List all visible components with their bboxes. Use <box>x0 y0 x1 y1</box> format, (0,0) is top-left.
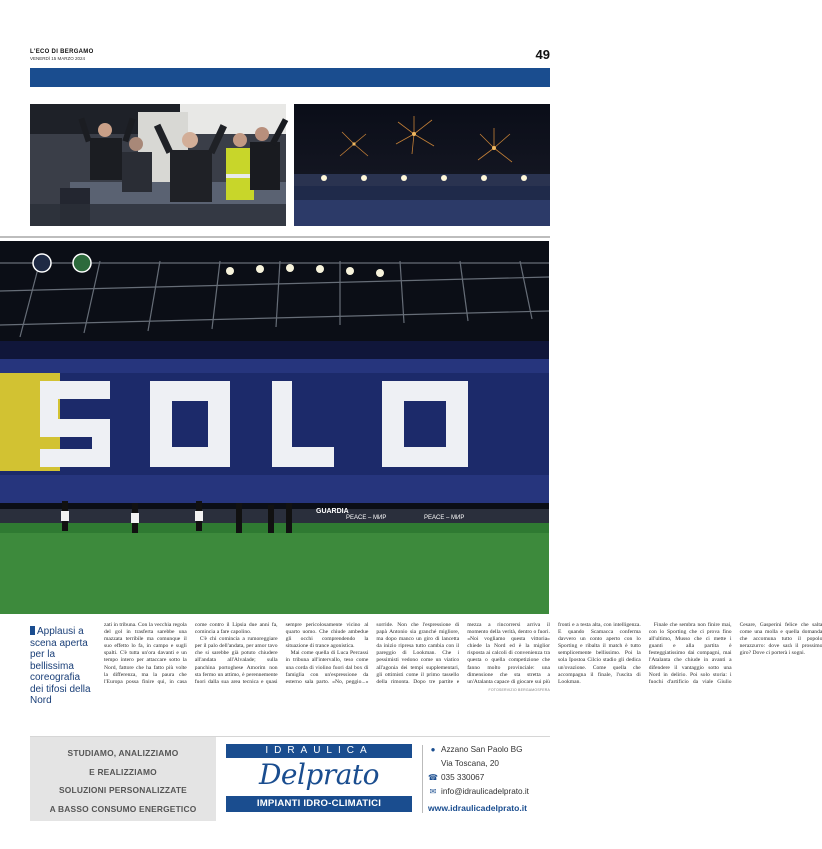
ad-separator <box>422 745 423 813</box>
ad-slogan-line: STUDIAMO, ANALIZZIAMO <box>67 748 179 758</box>
header-color-band <box>30 68 550 87</box>
newspaper-name: L'ECO DI BERGAMO <box>30 49 94 55</box>
email-link[interactable]: info@idraulicadelprato.it <box>441 787 529 796</box>
section-divider <box>0 236 550 238</box>
phone-number: 035 330067 <box>441 773 485 782</box>
ad-board-peace-text: PEACE – МИР <box>346 515 387 521</box>
ad-slogan-line: SOLUZIONI PERSONALIZZATE <box>59 785 187 795</box>
stand-sign-text: GUARDIA <box>316 508 349 515</box>
phone-row <box>428 771 550 785</box>
article-paragraph: zati in tribuna. Con la vecchia regola del gol in trasferta sarebbe una mazzata terribile ma comunque il suo effetto lo fa, in campo e sugli spalti. C'è tutta un'ora davanti e un tempo intero per attaccare sotto la Nord, fattore che ha fatto più volte la differenza, ma la paura che l'Europa possa finire qui, in casa come contro il Lipsia due anni fa, comincia a fare capolino. <box>104 622 278 685</box>
ad-slogan-line: A BASSO CONSUMO ENERGETICO <box>49 803 197 814</box>
photo-credit: FOTOSERVIZIO BERGAMOSFERA <box>488 688 550 692</box>
address-row <box>428 743 550 757</box>
ad-slogan-line: E REALIZZIAMO <box>89 766 157 777</box>
article-paragraph: C'è chi comincia a rumoreggiare per il palo dell'andata, per amor tavo che si sarebbe già potuto chiudere all'andata all'Alvalade; sulla panchina portoghese Amorim non sta fermo un attimo, è perennemente fuori dalla sua area tecnica e quasi sempre pericolosamente vicino al quarto uomo. Che chiude ambedue gli occhi comprendendo la situazione di trance agonistica. <box>194 622 369 685</box>
location-pin-icon: ● <box>430 745 436 754</box>
logo-bottom-text: IMPIANTI IDRO-CLIMATICI <box>226 796 412 812</box>
address-line-2: Via Toscana, 20 <box>441 759 499 768</box>
stadium-choreography-photo <box>0 241 549 614</box>
address-line-1: Azzano San Paolo BG <box>441 745 523 754</box>
advertisement[interactable] <box>30 736 550 820</box>
website-link[interactable]: www.idraulicadelprato.it <box>428 803 528 813</box>
article-body <box>104 622 822 688</box>
ad-slogan <box>30 737 216 821</box>
article-paragraph: Finale che sembra non finire mai, con lo Sporting che ci prova fino all'ultimo, Musso che ci mette i guanti e alla partita è festeggiatissimo dai compagni, mai l'Atalanta che chiude in avanti a difendere il vantaggio sotto una Nord in delirio. Poi solo storia: i fuochi d'artificio da viale Giulio Cesare, Gasperini felice che salta come una molla e quella domanda che accomuna tutto il popolo nerazzurro: dove sarà il prossimo giro? Dove ci porterà i sogni. <box>648 622 822 685</box>
page-number: 49 <box>535 47 550 62</box>
masthead <box>30 49 550 69</box>
article-paragraph: Mai come quella di Luca Percassi in tribuna all'intervallo, teso come una corda di violino fuori dal box di famiglia con un'espressione da esterno sala parto. «No, peggio...» sorride. Non che l'espressione di papà Antonio sia granché migliore, ma dopo manco un giro di lancetta da inizio ripresa tutto cambia con il pareggio di Lookman. Che i pessimisti vedono come un viatico all'agonia dei tempi supplementari, gli ottimisti come il primo tassello della rimonta. Dopo tre partite e mezza a rincorrersi arriva il momento della verità, dentro o fuori. «Noi vogliamo questa vittoria» chiede la Nord ed è la miglior risposta ai calcoli di convenienza tra questa o quella competizione che fanno molto provinciale: una dimensione che sta stretta a un'Atalanta capace di giocare sui più fronti e a testa alta, con intelligenza. E quando Scamacca conferma davvero un conto aperto con lo Sporting e ribalta il match è tutto semplicemente bellissimo. Poi la sola Ipostoa Cilcio stadio gli dedica un'ovazione. Come quella che accompagna il finale, l'uscita di Lookman. <box>285 622 641 685</box>
email-row[interactable] <box>428 785 550 799</box>
fireworks-photo <box>294 104 550 226</box>
email-icon: ✉ <box>429 787 437 796</box>
issue-date: VENERDÌ 15 MARZO 2024 <box>30 56 86 61</box>
caption-marker <box>30 626 35 635</box>
caption-text: Applausi a scena aperta per la bellissima coreografia dei tifosi della Nord <box>30 626 91 706</box>
ad-contacts <box>428 743 550 815</box>
logo-script-text: Delprato <box>258 758 380 791</box>
logo-top-text: IDRAULICA <box>226 744 412 758</box>
photo-caption <box>30 626 92 707</box>
ad-board-peace-text-2: PEACE – МИР <box>424 515 465 521</box>
company-logo <box>226 744 412 818</box>
celebration-photo <box>30 104 286 226</box>
phone-icon: ☎ <box>428 773 438 782</box>
